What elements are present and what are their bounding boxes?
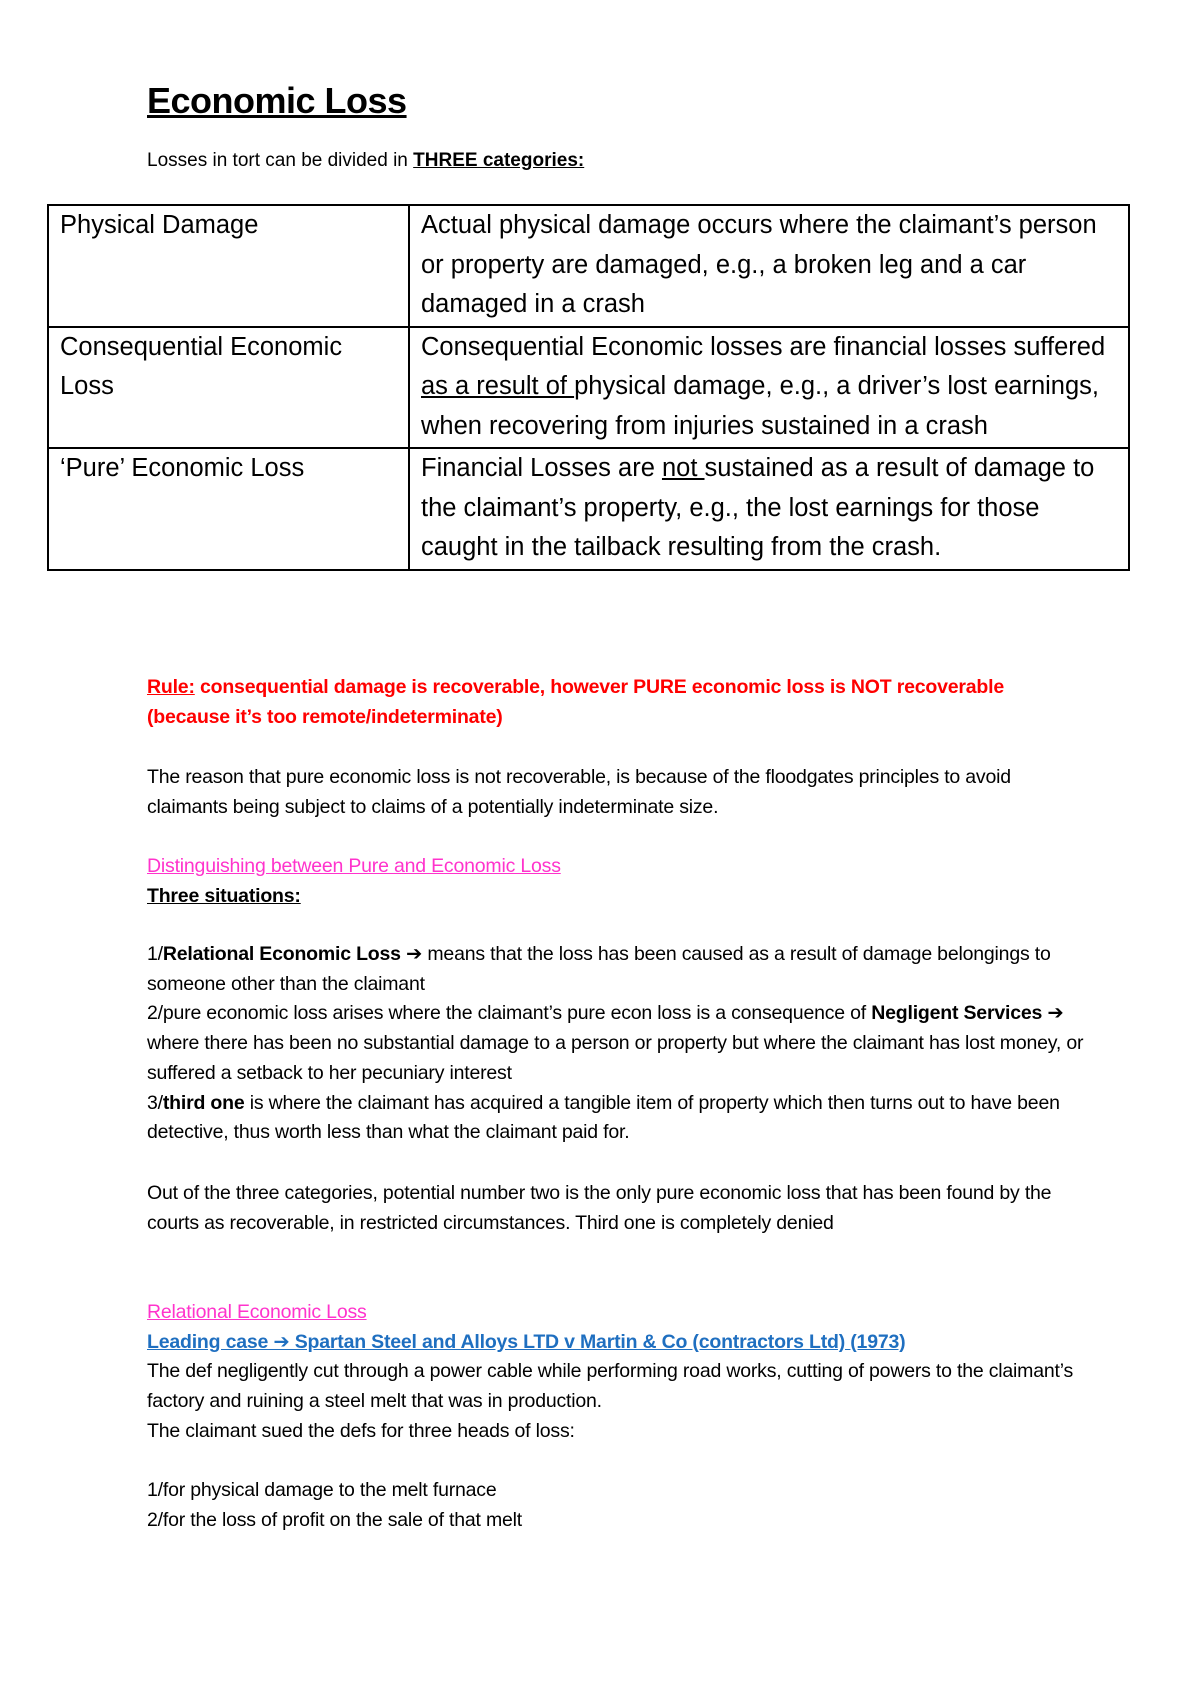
loss-categories-table bbox=[47, 204, 1130, 571]
description-underlined: as a result of bbox=[421, 372, 575, 400]
description-text: Consequential Economic losses are financial losses suffered bbox=[421, 332, 1106, 361]
intro-emphasis: THREE categories: bbox=[413, 150, 585, 171]
situation-text: is where the claimant has acquired a tangible item of property which then turns out to have been detective, thus worth less than what the claimant paid for. bbox=[147, 1091, 1060, 1144]
category-cell: Physical Damage bbox=[48, 205, 409, 327]
distinguishing-section bbox=[147, 852, 1087, 911]
situation-text: means that the loss has been caused as a result of damage belongings to someone other than the claimant bbox=[147, 943, 1051, 995]
rule-paragraph bbox=[147, 673, 1087, 732]
situation-term: Relational Economic Loss ➔ bbox=[162, 943, 423, 965]
table-row bbox=[48, 205, 1129, 327]
situation-text: where there has been no substantial damage to a person or property but where the claimant has lost money, or suffered a setback to her pecuniary interest bbox=[147, 1032, 1084, 1084]
list-item: 2/for the loss of profit on the sale of that melt bbox=[147, 1508, 522, 1531]
category-cell: ‘Pure’ Economic Loss bbox=[48, 448, 409, 570]
leading-case-link[interactable]: Leading case ➔ Spartan Steel and Alloys LTD v Martin & Co (contractors Ltd) (1973) bbox=[147, 1330, 906, 1353]
description-cell bbox=[409, 327, 1129, 449]
situation-2 bbox=[147, 999, 1087, 1088]
case-heads-intro: The claimant sued the defs for three heads of loss: bbox=[147, 1419, 575, 1442]
situation-term: Negligent Services ➔ bbox=[871, 1002, 1064, 1025]
page-title: Economic Loss bbox=[147, 80, 407, 121]
relational-section bbox=[147, 1298, 1087, 1447]
situation-1 bbox=[147, 940, 1087, 999]
relational-heading: Relational Economic Loss bbox=[147, 1301, 367, 1323]
description-text: physical damage, e.g., a driver’s lost earnings, when recovering from injuries sustained in a crash bbox=[421, 372, 1099, 440]
situation-text: 2/pure economic loss arises where the claimant’s pure econ loss is a consequence of bbox=[147, 1002, 872, 1025]
situation-number: 1/ bbox=[147, 943, 163, 965]
situation-number: 3/ bbox=[147, 1091, 163, 1114]
intro-line bbox=[147, 150, 584, 172]
rule-text bbox=[147, 676, 1004, 728]
description-underlined: not bbox=[661, 454, 705, 482]
description-text: Actual physical damage occurs where the claimant’s person or property are damaged, e.g., a broken leg and a car damaged in a crash bbox=[421, 211, 1097, 318]
description-cell bbox=[409, 448, 1129, 570]
list-item: 1/for physical damage to the melt furnace bbox=[147, 1479, 497, 1501]
table-row bbox=[48, 327, 1129, 449]
situation-3 bbox=[147, 1089, 1087, 1148]
rule-body: consequential damage is recoverable, however PURE economic loss is NOT recoverable (because it’s too remote/indeterminate) bbox=[147, 676, 1004, 728]
description-text: sustained as a result of damage to the claimant’s property, e.g., the lost earnings for those caught in the tailback resulting from the crash. bbox=[421, 454, 1095, 561]
distinguishing-heading: Distinguishing between Pure and Economic Loss bbox=[147, 855, 561, 877]
description-cell bbox=[409, 205, 1129, 327]
case-facts: The def negligently cut through a power cable while performing road works, cutting of powers to the claimant’s factory and ruining a steel melt that was in production. bbox=[147, 1360, 1074, 1413]
description-text: Financial Losses are bbox=[421, 454, 662, 482]
reason-paragraph: The reason that pure economic loss is not recoverable, is because of the floodgates principles to avoid claimants being subject to claims of a potentially indeterminate size. bbox=[147, 766, 1011, 818]
intro-text: Losses in tort can be divided in bbox=[147, 150, 414, 171]
situations-list bbox=[147, 940, 1087, 1148]
rule-label: Rule: bbox=[147, 676, 195, 698]
summary-paragraph: Out of the three categories, potential number two is the only pure economic loss that has been found by the courts as recoverable, in restricted circumstances. Third one is completely denied bbox=[147, 1182, 1052, 1234]
category-cell: Consequential Economic Loss bbox=[48, 327, 409, 449]
three-situations-heading: Three situations: bbox=[147, 884, 301, 907]
heads-of-loss-list bbox=[147, 1476, 1087, 1535]
situation-term: third one bbox=[162, 1091, 245, 1114]
table-row bbox=[48, 448, 1129, 570]
